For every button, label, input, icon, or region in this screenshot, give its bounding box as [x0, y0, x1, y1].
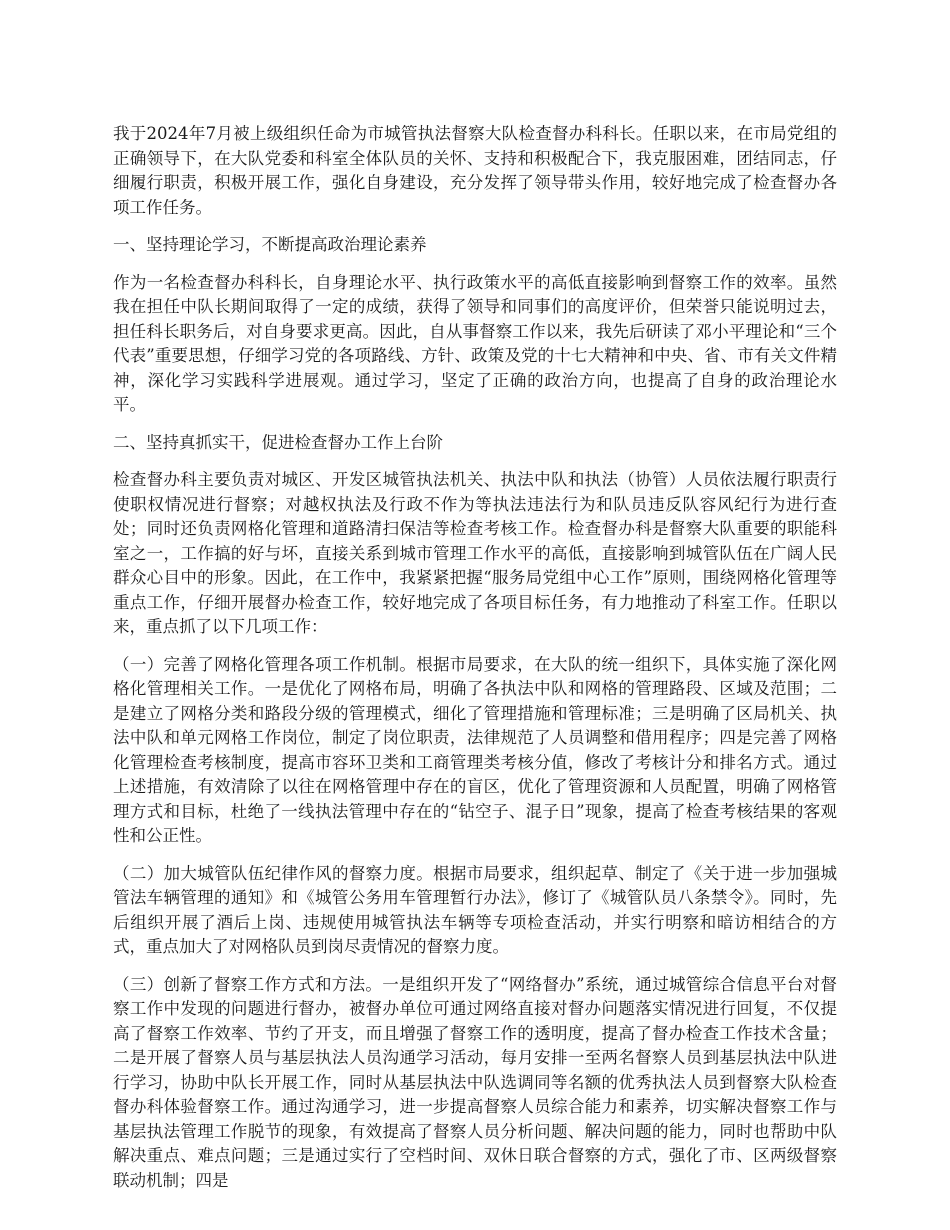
section-heading-supervision-work: 二、坚持真抓实干，促进检查督办工作上台阶	[113, 432, 443, 452]
intro-paragraph: 我于2024年7月被上级组织任命为市城管执法督察大队检查督办科科长。任职以来，在市局党组的正确领导下，在大队党委和科室全体队员的关怀、支持和积极配合下，我克服困难，团结同志，仔细履行职责，积极开展工作，强化自身建设，充分发挥了领导带头作用，较好地完成了检查督办各项工作任务。	[113, 124, 837, 217]
innovation-methods-paragraph: （三）创新了督察工作方式和方法。一是组织开发了“网络督办”系统，通过城管综合信息平台对督察工作中发现的问题进行督办，被督办单位可通过网络直接对督办问题落实情况进行回复，不仅提高了督察工作效率、节约了开支，而且增强了督察工作的透明度，提高了督办检查工作技术含量；二是开展了督察人员与基层执法人员沟通学习活动，每月安排一至两名督察人员到基层执法中队进行学习，协助中队长开展工作，同时从基层执法中队选调同等名额的优秀执法人员到督察大队检查督办科体验督察工作。通过沟通学习，进一步提高督察人员综合能力和素养，切实解决督察工作与基层执法管理工作脱节的现象，有效提高了督察人员分析问题、解决问题的能力，同时也帮助中队解决重点、难点问题；三是通过实行了空档时间、双休日联合督察的方式，强化了市、区两级督察联动机制；四是	[113, 974, 837, 1190]
section-heading-theory-study: 一、坚持理论学习，不断提高政治理论素养	[113, 235, 427, 254]
grid-management-paragraph: （一）完善了网格化管理各项工作机制。根据市局要求，在大队的统一组织下，具体实施了深化网格化管理相关工作。一是优化了网格布局，明确了各执法中队和网格的管理路段、区域及范围；二是建立了网格分类和路段分级的管理模式，细化了管理措施和管理标准；三是明确了区局机关、执法中队和单元网格工作岗位，制定了岗位职责，法律规范了人员调整和借用程序；四是完善了网格化管理检查考核制度，提高市容环卫类和工商管理类考核分值，修改了考核计分和排名方式。通过上述措施，有效清除了以往在网格管理中存在的盲区，优化了管理资源和人员配置，明确了网格管理方式和目标，杜绝了一线执法管理中存在的“钻空子、混子日”现象，提高了检查考核结果的客观性和公正性。	[113, 654, 837, 845]
discipline-supervision-paragraph: （二）加大城管队伍纪律作风的督察力度。根据市局要求，组织起草、制定了《关于进一步加强城管法车辆管理的通知》和《城管公务用车管理暂行办法》，修订了《城管队员八条禁令》。同时，先后组织开展了酒后上岗、违规使用城管执法车辆等专项检查活动，并实行明察和暗访相结合的方式，重点加大了对网格队员到岗尽责情况的督察力度。	[113, 863, 837, 956]
theory-study-paragraph: 作为一名检查督办科科长，自身理论水平、执行政策水平的高低直接影响到督察工作的效率。虽然我在担任中队长期间取得了一定的成绩，获得了领导和同事们的高度评价，但荣誉只能说明过去，担任科长职务后，对自身要求更高。因此，自从事督察工作以来，我先后研读了邓小平理论和“三个代表”重要思想，仔细学习党的各项路线、方针、政策及党的十七大精神和中央、省、市有关文件精神，深化学习实践科学进展观。通过学习，坚定了正确的政治方向，也提高了自身的政治理论水平。	[113, 272, 837, 414]
supervision-duties-paragraph: 检查督办科主要负责对城区、开发区城管执法机关、执法中队和执法（协管）人员依法履行职责行使职权情况进行督察；对越权执法及行政不作为等执法违法行为和队员违反队容风纪行为进行查处；同时还负责网格化管理和道路清扫保洁等检查考核工作。检查督办科是督察大队重要的职能科室之一，工作搞的好与坏，直接关系到城市管理工作水平的高低，直接影响到城管队伍在广阔人民群众心目中的形象。因此，在工作中，我紧紧把握“服务局党组中心工作”原则，围绕网格化管理等重点工作，仔细开展督办检查工作，较好地完成了各项目标任务，有力地推动了科室工作。任职以来，重点抓了以下几项工作：	[113, 470, 837, 636]
